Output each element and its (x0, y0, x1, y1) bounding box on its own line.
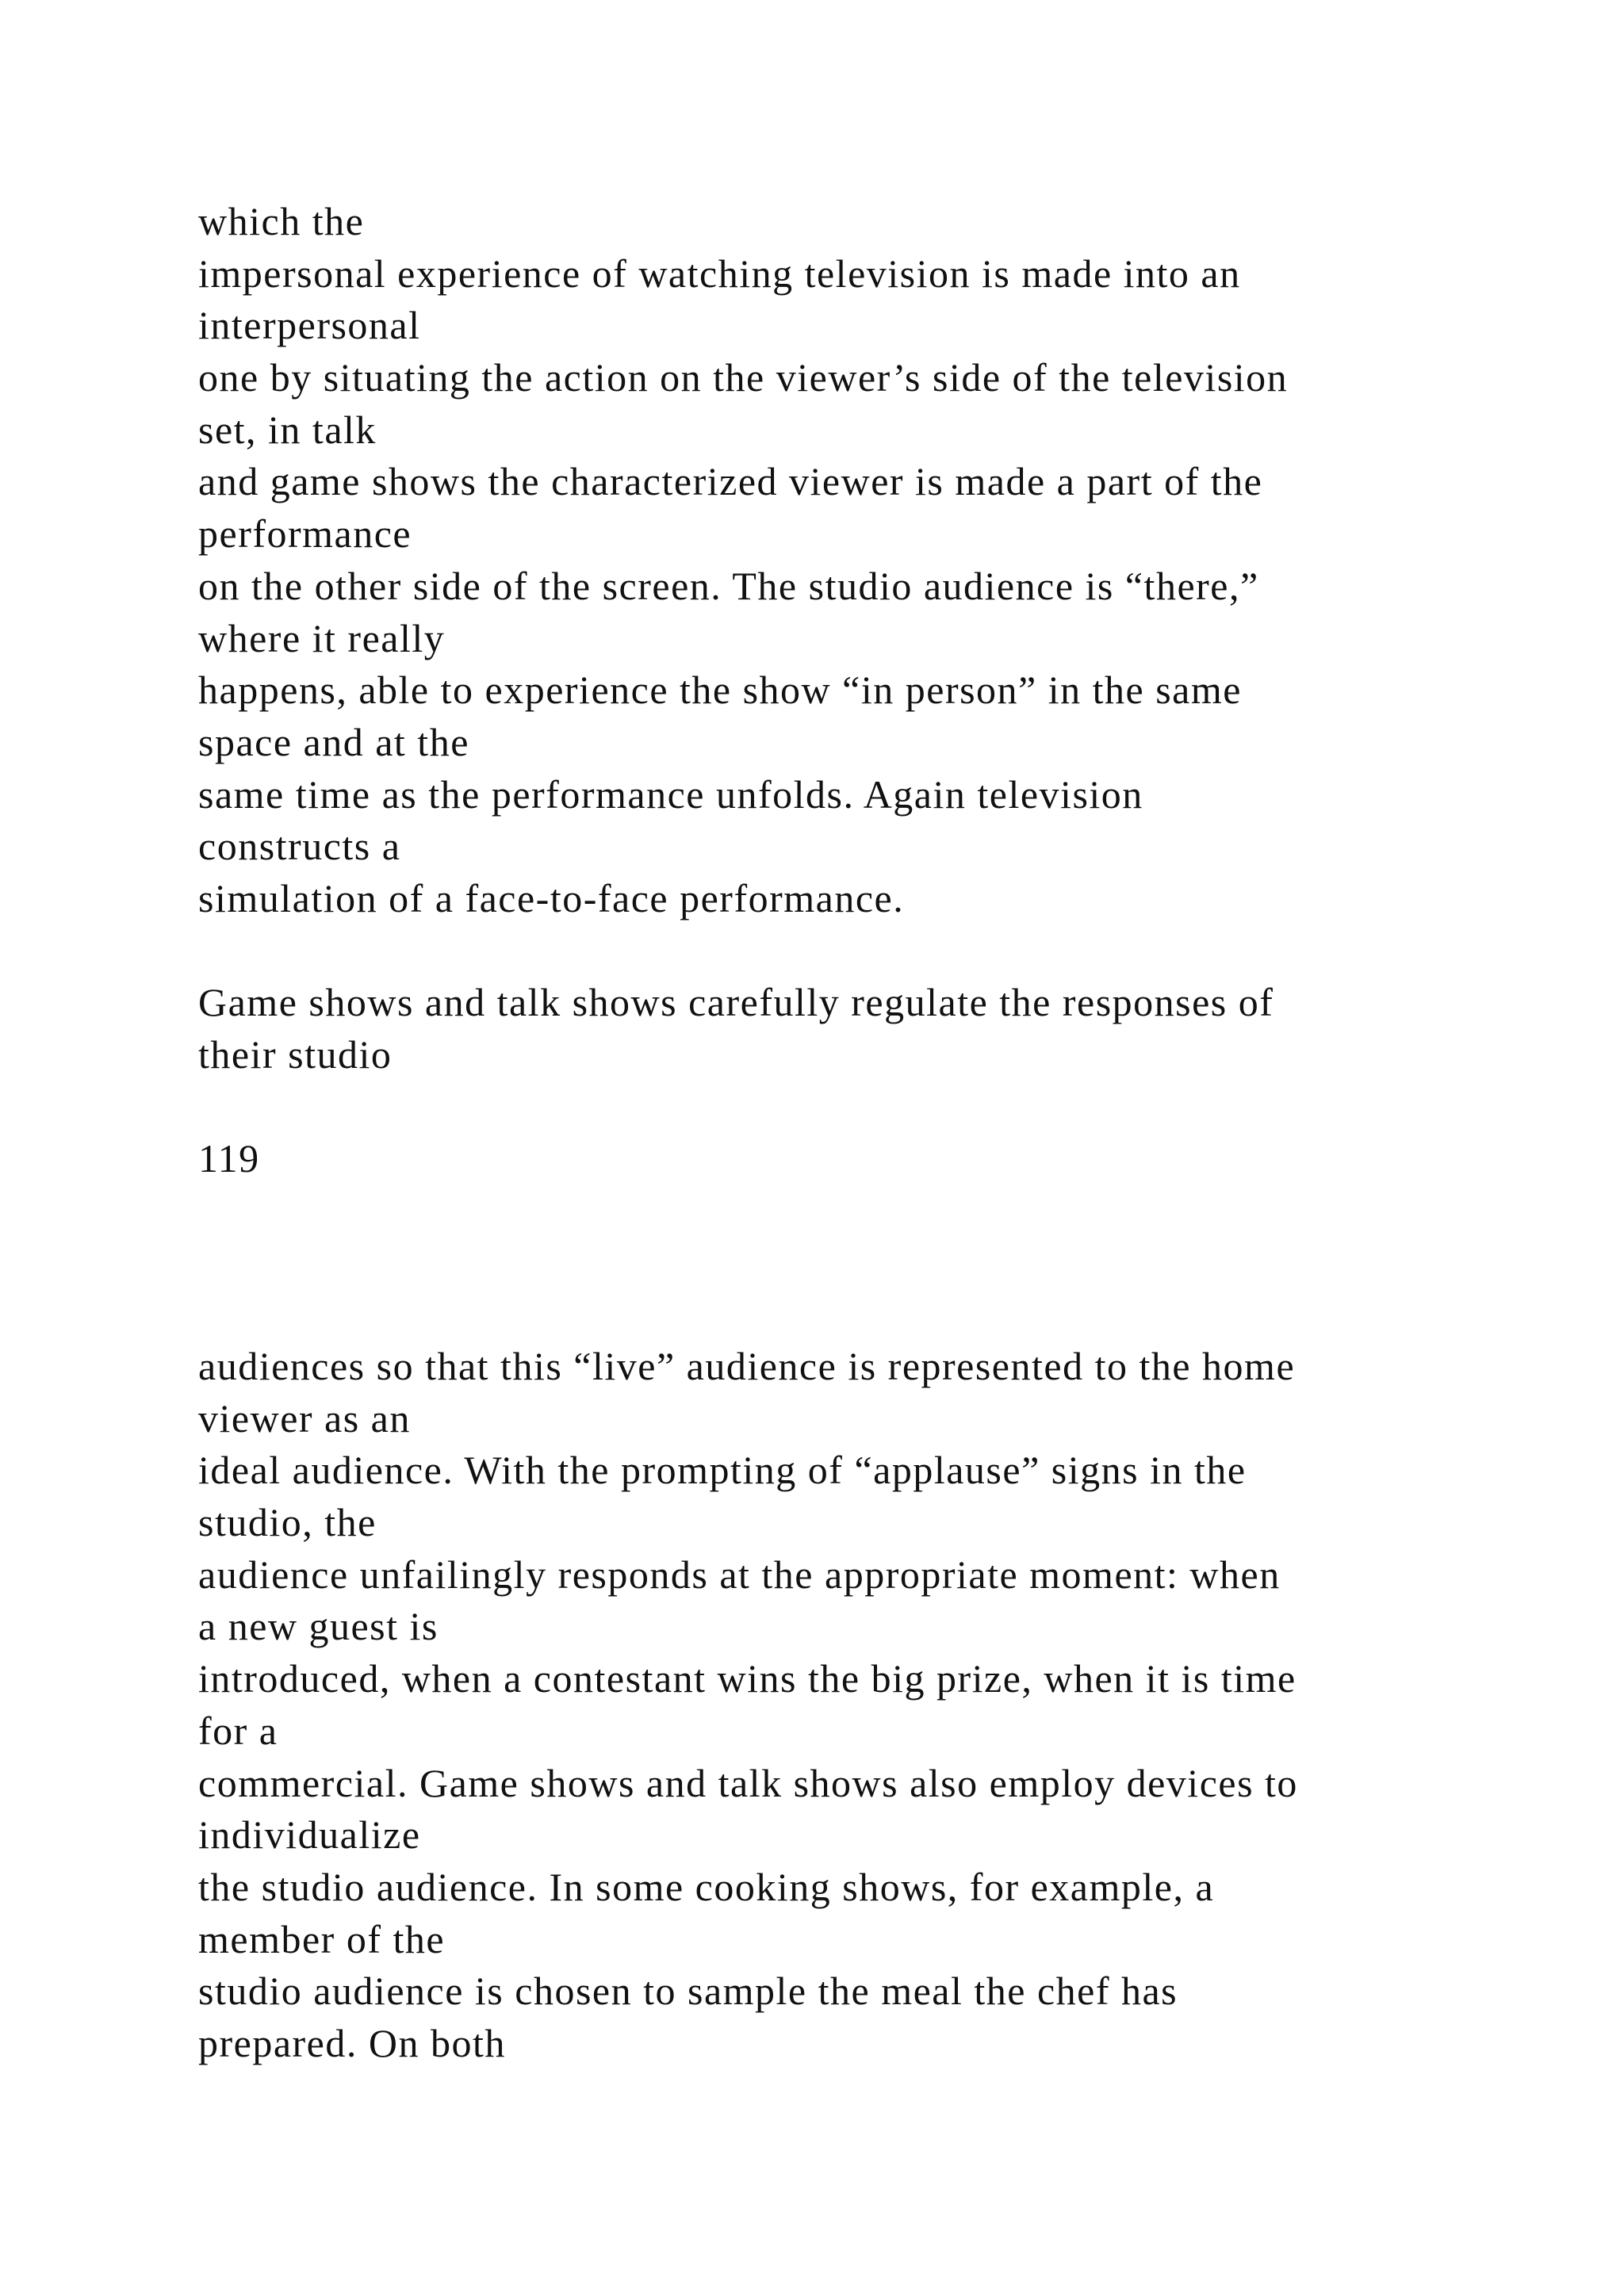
text-line: ideal audience. With the prompting of “applause” signs in the (198, 1448, 1247, 1493)
text-line: commercial. Game shows and talk shows also employ devices to (198, 1760, 1298, 1805)
paragraph-1 (198, 196, 1530, 925)
text-line: where it really (198, 615, 446, 660)
text-line: interpersonal (198, 303, 421, 348)
text-line: Game shows and talk shows carefully regulate the responses of (198, 980, 1274, 1024)
text-line: prepared. On both (198, 2020, 506, 2065)
text-line: a new guest is (198, 1604, 439, 1649)
page-number-text: 119 (198, 1136, 260, 1181)
text-line: the studio audience. In some cooking shows, for example, a (198, 1864, 1215, 1909)
text-line: for a (198, 1708, 278, 1753)
text-line: constructs a (198, 824, 401, 869)
text-line: member of the (198, 1916, 446, 1961)
page-number (198, 1133, 1530, 1185)
text-line: introduced, when a contestant wins the big prize, when it is time (198, 1656, 1297, 1701)
text-line: and game shows the characterized viewer is made a part of the (198, 459, 1263, 504)
text-line: on the other side of the screen. The studio audience is “there,” (198, 563, 1259, 608)
text-line: performance (198, 511, 412, 557)
text-line: studio, the (198, 1500, 377, 1545)
text-line: happens, able to experience the show “in person” in the same (198, 668, 1242, 713)
text-line: audience unfailingly responds at the appropriate moment: when (198, 1552, 1281, 1597)
text-line: one by situating the action on the viewer’s side of the television (198, 355, 1289, 400)
text-line: viewer as an (198, 1395, 411, 1441)
paragraph-2 (198, 977, 1530, 1081)
text-line: same time as the performance unfolds. Again television (198, 771, 1143, 817)
text-line: which the (198, 199, 365, 243)
text-line: their studio (198, 1031, 393, 1077)
text-line: simulation of a face-to-face performance. (198, 875, 905, 920)
text-line: individualize (198, 1812, 421, 1858)
text-line: audiences so that this “live” audience is represented to the home (198, 1344, 1296, 1388)
paragraph-3 (198, 1341, 1530, 2070)
text-line: space and at the (198, 719, 469, 764)
text-line: studio audience is chosen to sample the meal the chef has (198, 1969, 1178, 2014)
text-line: impersonal experience of watching television is made into an (198, 251, 1241, 296)
text-line: set, in talk (198, 407, 377, 452)
